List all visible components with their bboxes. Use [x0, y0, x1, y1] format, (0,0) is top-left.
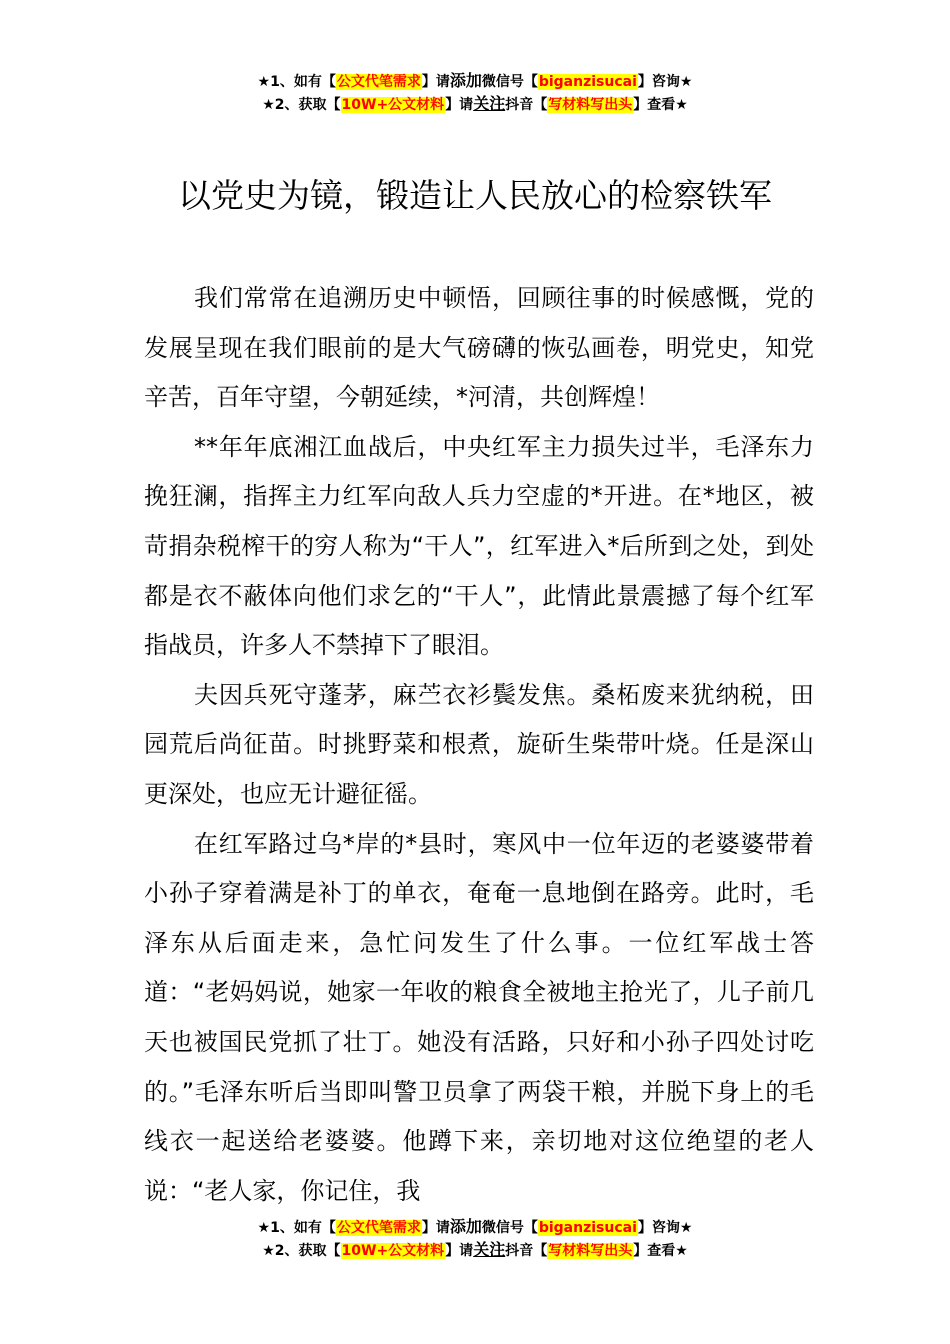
banner-douyin-label: 抖音【: [505, 1243, 548, 1259]
banner-wechat-id-highlight: biganzisucai: [538, 1220, 637, 1236]
banner-line-2-middle: 】请: [445, 97, 474, 113]
banner-add-word: 添加: [449, 71, 482, 90]
banner-line-2-prefix: ★2、获取【: [262, 97, 341, 113]
banner-materials-highlight: 10W+公文材料: [341, 1243, 445, 1259]
banner-line-1-prefix: ★1、如有【: [257, 74, 336, 90]
banner-line-2: [0, 93, 950, 116]
banner-douyin-id-highlight: 写材料写出头: [548, 97, 633, 113]
banner-douyin-id-highlight: 写材料写出头: [548, 1243, 633, 1259]
document-body: [144, 274, 814, 1216]
banner-line-2: [0, 1239, 950, 1262]
paragraph: 在红军路过乌*岸的*县时，寒风中一位年迈的老婆婆带着小孙子穿着满是补丁的单衣，奄奄一息地倒在路旁。此时，毛泽东从后面走来，急忙问发生了什么事。一位红军战士答道：“老妈妈说，她家一年收的粮食全被地主抢光了，儿子前几天也被国民党抓了壮丁。她没有活路，只好和小孙子四处讨吃的。”毛泽东听后当即叫警卫员拿了两袋干粮，并脱下身上的毛线衣一起送给老婆婆。他蹲下来，亲切地对这位绝望的老人说：“老人家，你记住，我: [144, 829, 814, 1205]
banner-line-2-prefix: ★2、获取【: [262, 1243, 341, 1259]
paragraph: 我们常常在追溯历史中顿悟，回顾往事的时候感慨，党的发展呈现在我们眼前的是大气磅礴的恢弘画卷，明党史，知党辛苦，百年守望，今朝延续，*河清，共创辉煌！: [144, 284, 814, 412]
banner-add-word: 添加: [449, 1217, 482, 1236]
paragraph: 夫因兵死守蓬茅，麻苎衣衫鬓发焦。桑柘废来犹纳税，田园荒后尚征苗。时挑野菜和根煮，旋斫生柴带叶烧。任是深山更深处，也应无计避征徭。: [144, 680, 814, 808]
banner-line-2-suffix: 】查看★: [633, 1243, 688, 1259]
banner-service-highlight: 公文代笔需求: [336, 1220, 421, 1236]
banner-line-1-middle: 】请: [421, 1220, 450, 1236]
banner-follow-word: 关注: [473, 1240, 506, 1259]
banner-line-1: [0, 1216, 950, 1239]
banner-wechat-label: 微信号【: [481, 74, 538, 90]
banner-line-1-middle: 】请: [421, 74, 450, 90]
bottom-banner: [0, 1216, 950, 1262]
banner-line-1-prefix: ★1、如有【: [257, 1220, 336, 1236]
banner-line-1-suffix: 】咨询★: [637, 1220, 693, 1236]
paragraph: **年年底湘江血战后，中央红军主力损失过半，毛泽东力挽狂澜，指挥主力红军向敌人兵力空虚的*开进。在*地区，被苛捐杂税榨干的穷人称为“干人”，红军进入*后所到之处，到处都是衣不蔽体向他们求乞的“干人”，此情此景震撼了每个红军指战员，许多人不禁掉下了眼泪。: [144, 432, 814, 660]
banner-line-1-suffix: 】咨询★: [637, 74, 693, 90]
banner-douyin-label: 抖音【: [505, 97, 548, 113]
banner-service-highlight: 公文代笔需求: [336, 74, 421, 90]
banner-line-2-middle: 】请: [445, 1243, 474, 1259]
banner-wechat-id-highlight: biganzisucai: [538, 74, 637, 90]
document-title: 以党史为镜，锻造让人民放心的检察铁军: [178, 176, 772, 215]
top-banner: [0, 70, 950, 116]
banner-line-1: [0, 70, 950, 93]
banner-wechat-label: 微信号【: [481, 1220, 538, 1236]
banner-follow-word: 关注: [473, 94, 506, 113]
banner-line-2-suffix: 】查看★: [633, 97, 688, 113]
banner-materials-highlight: 10W+公文材料: [341, 97, 445, 113]
